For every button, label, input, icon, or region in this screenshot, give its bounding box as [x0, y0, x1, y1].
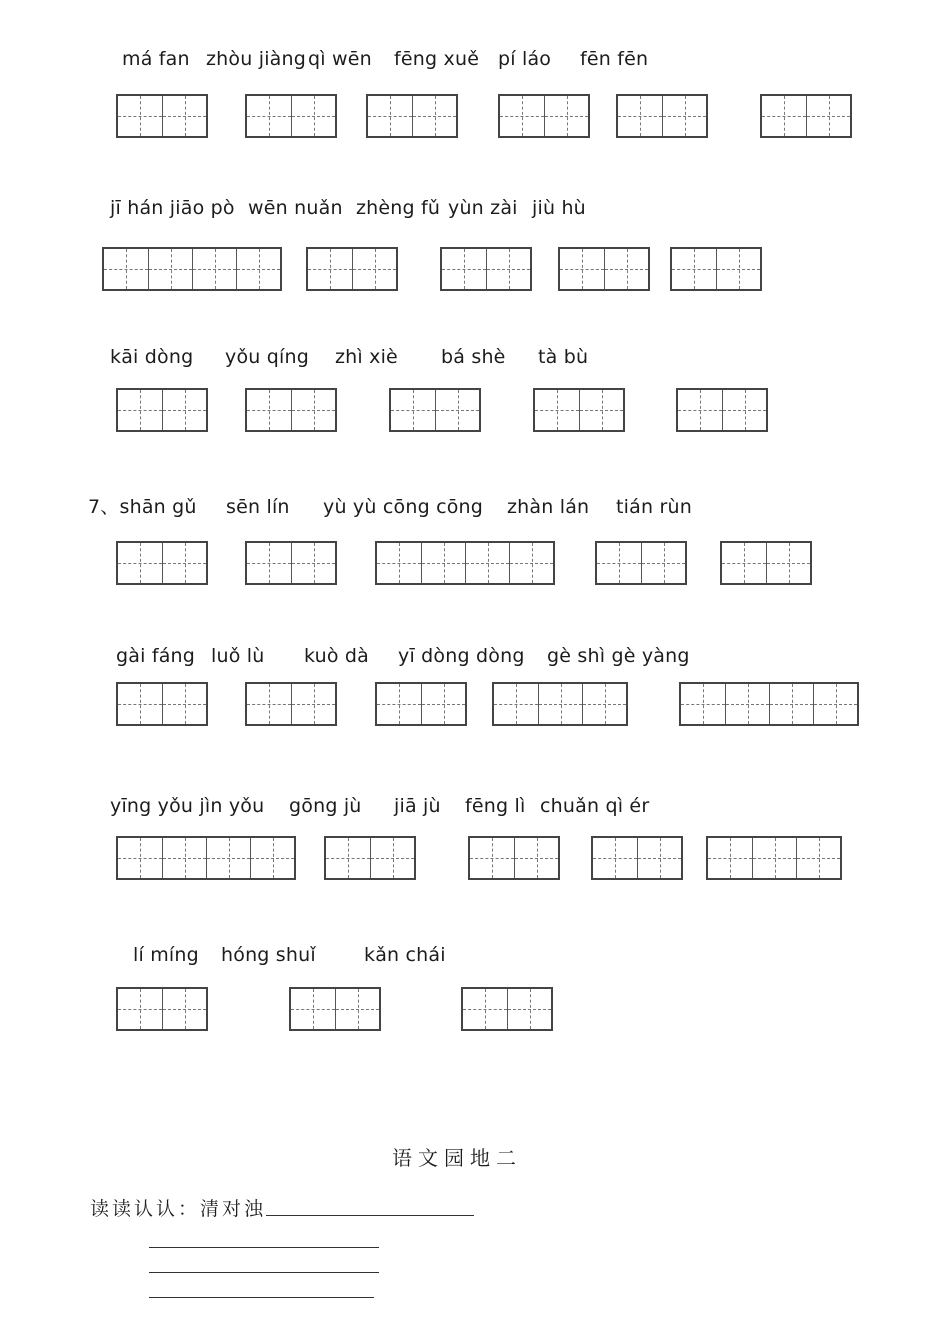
pinyin-label: 7、shān gǔ	[88, 496, 197, 518]
pinyin-label: sēn lín	[226, 496, 290, 518]
writing-grid[interactable]	[679, 682, 859, 726]
pinyin-label: yǒu qíng	[225, 346, 309, 368]
writing-grid[interactable]	[324, 836, 416, 880]
writing-grid[interactable]	[116, 94, 208, 138]
writing-grid[interactable]	[616, 94, 708, 138]
writing-grid[interactable]	[116, 987, 208, 1031]
writing-grid[interactable]	[558, 247, 650, 291]
pinyin-label: qì wēn	[308, 48, 372, 70]
pinyin-label: jiù hù	[532, 197, 586, 219]
writing-grid[interactable]	[468, 836, 560, 880]
pinyin-label: chuǎn qì ér	[540, 795, 650, 817]
pinyin-label: zhì xiè	[335, 346, 398, 368]
writing-grid[interactable]	[498, 94, 590, 138]
pinyin-label: fēng lì	[465, 795, 526, 817]
pinyin-label: hóng shuǐ	[221, 944, 316, 966]
writing-grid[interactable]	[116, 541, 208, 585]
pinyin-label: pí láo	[498, 48, 552, 70]
writing-grid[interactable]	[245, 388, 337, 432]
writing-grid[interactable]	[375, 541, 555, 585]
pinyin-label: kāi dòng	[110, 346, 194, 368]
pinyin-label: yù yù cōng cōng	[323, 496, 484, 518]
writing-grid[interactable]	[720, 541, 812, 585]
writing-grid[interactable]	[116, 388, 208, 432]
writing-grid[interactable]	[375, 682, 467, 726]
answer-line[interactable]	[266, 1215, 474, 1216]
writing-grid[interactable]	[245, 682, 337, 726]
writing-grid[interactable]	[533, 388, 625, 432]
answer-line[interactable]	[149, 1297, 374, 1298]
answer-line[interactable]	[149, 1272, 379, 1273]
pinyin-label: fēn fēn	[580, 48, 649, 70]
pinyin-label: tián rùn	[616, 496, 692, 518]
pinyin-label: gài fáng	[116, 645, 196, 667]
pinyin-label: fēng xuě	[394, 48, 480, 70]
answer-line[interactable]	[149, 1247, 379, 1248]
writing-grid[interactable]	[116, 682, 208, 726]
writing-grid[interactable]	[366, 94, 458, 138]
pinyin-label: gōng jù	[289, 795, 362, 817]
pinyin-label: luǒ lù	[211, 645, 265, 667]
writing-grid[interactable]	[116, 836, 296, 880]
writing-grid[interactable]	[760, 94, 852, 138]
writing-grid[interactable]	[706, 836, 842, 880]
writing-grid[interactable]	[289, 987, 381, 1031]
writing-grid[interactable]	[389, 388, 481, 432]
pinyin-label: gè shì gè yàng	[547, 645, 690, 667]
pinyin-label: jiā jù	[394, 795, 441, 817]
writing-grid[interactable]	[461, 987, 553, 1031]
pinyin-label: wēn nuǎn	[248, 197, 343, 219]
pinyin-label: zhàn lán	[507, 496, 590, 518]
pinyin-label: zhèng fǔ	[356, 197, 441, 219]
writing-grid[interactable]	[492, 682, 628, 726]
writing-grid[interactable]	[676, 388, 768, 432]
pinyin-label: tà bù	[538, 346, 589, 368]
writing-grid[interactable]	[591, 836, 683, 880]
section-title: 语文园地二	[392, 1146, 522, 1170]
writing-grid[interactable]	[102, 247, 282, 291]
pinyin-label: má fan	[122, 48, 190, 70]
pinyin-label: jī hán jiāo pò	[110, 197, 235, 219]
reading-prompt: 读读认认：清对浊	[90, 1198, 267, 1220]
writing-grid[interactable]	[245, 541, 337, 585]
pinyin-label: kuò dà	[304, 645, 370, 667]
pinyin-label: lí míng	[133, 944, 199, 966]
pinyin-label: zhòu jiàng	[206, 48, 307, 70]
pinyin-label: yùn zài	[448, 197, 518, 219]
pinyin-label: yī dòng dòng	[398, 645, 525, 667]
writing-grid[interactable]	[245, 94, 337, 138]
writing-grid[interactable]	[306, 247, 398, 291]
pinyin-label: yīng yǒu jìn yǒu	[110, 795, 265, 817]
writing-grid[interactable]	[670, 247, 762, 291]
pinyin-label: bá shè	[441, 346, 506, 368]
writing-grid[interactable]	[440, 247, 532, 291]
writing-grid[interactable]	[595, 541, 687, 585]
pinyin-label: kǎn chái	[364, 944, 446, 966]
